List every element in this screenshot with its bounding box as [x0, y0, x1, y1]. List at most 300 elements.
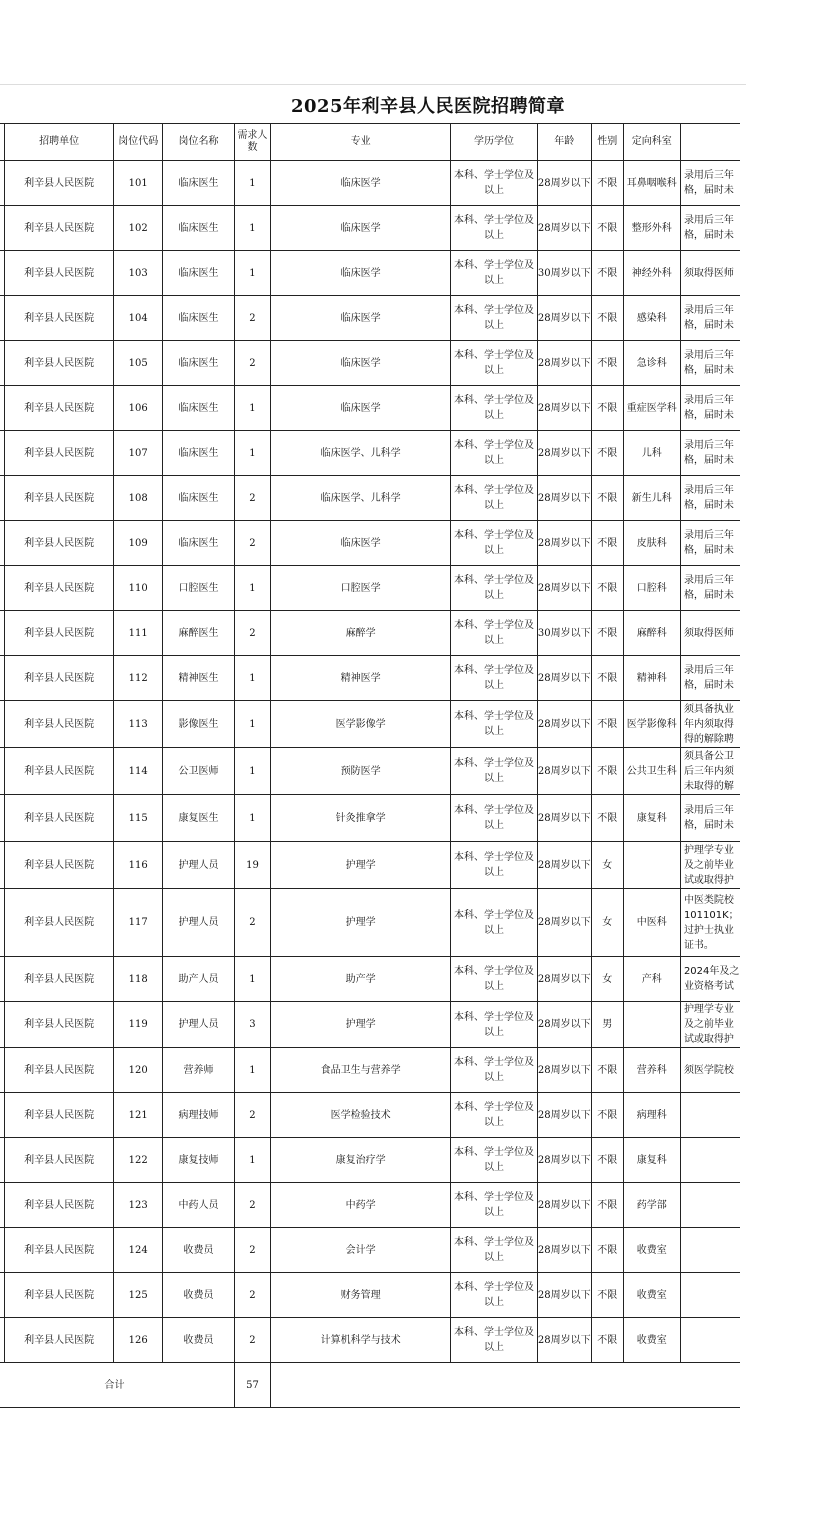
cell-position: 护理人员 — [163, 842, 235, 889]
table-body — [0, 161, 740, 1408]
cell-education: 本科、学士学位及以上 — [451, 842, 537, 889]
cell-code: 125 — [114, 1273, 163, 1318]
cell-position: 收费员 — [163, 1273, 235, 1318]
cell-education: 本科、学士学位及以上 — [451, 1228, 537, 1273]
header-age: 年龄 — [537, 124, 591, 161]
cell-major: 临床医学 — [270, 521, 451, 566]
cell-age: 28周岁以下 — [537, 1183, 591, 1228]
cell-major: 临床医学 — [270, 161, 451, 206]
cell-unit: 利辛县人民医院 — [4, 1093, 114, 1138]
cell-position: 临床医生 — [163, 341, 235, 386]
cell-age: 28周岁以下 — [537, 161, 591, 206]
cell-count: 1 — [235, 1048, 271, 1093]
cell-count: 2 — [235, 521, 271, 566]
cell-education: 本科、学士学位及以上 — [451, 1273, 537, 1318]
table-row — [0, 1002, 740, 1048]
cell-gender: 不限 — [591, 1138, 623, 1183]
document-page — [0, 84, 746, 1424]
cell-count: 2 — [235, 341, 271, 386]
table-row — [0, 889, 740, 957]
cell-note: 录用后三年格，届时未 — [680, 206, 740, 251]
cell-major: 临床医学 — [270, 341, 451, 386]
cell-unit: 利辛县人民医院 — [4, 341, 114, 386]
cell-unit: 利辛县人民医院 — [4, 1183, 114, 1228]
header-education: 学历学位 — [451, 124, 537, 161]
cell-code: 115 — [114, 795, 163, 842]
cell-code: 116 — [114, 842, 163, 889]
cell-dept: 病理科 — [623, 1093, 680, 1138]
cell-code: 117 — [114, 889, 163, 957]
cell-code: 101 — [114, 161, 163, 206]
cell-code: 102 — [114, 206, 163, 251]
cell-count: 1 — [235, 206, 271, 251]
cell-education: 本科、学士学位及以上 — [451, 1048, 537, 1093]
total-row — [0, 1363, 740, 1408]
cell-position: 护理人员 — [163, 1002, 235, 1048]
cell-gender: 不限 — [591, 656, 623, 701]
cell-count: 2 — [235, 611, 271, 656]
cell-unit: 利辛县人民医院 — [4, 296, 114, 341]
cell-unit: 利辛县人民医院 — [4, 386, 114, 431]
cell-gender: 不限 — [591, 1093, 623, 1138]
cell-major: 口腔医学 — [270, 566, 451, 611]
table-row — [0, 431, 740, 476]
cell-gender: 不限 — [591, 161, 623, 206]
cell-dept: 口腔科 — [623, 566, 680, 611]
cell-count: 1 — [235, 566, 271, 611]
cell-code: 103 — [114, 251, 163, 296]
cell-major: 临床医学 — [270, 251, 451, 296]
cell-note: 护理学专业及之前毕业试或取得护 — [680, 842, 740, 889]
cell-note: 2024年及之业资格考试 — [680, 957, 740, 1002]
page-title: 2025年利辛县人民医院招聘简章 — [290, 96, 566, 117]
cell-gender: 不限 — [591, 1228, 623, 1273]
cell-code: 106 — [114, 386, 163, 431]
header-gender: 性别 — [591, 124, 623, 161]
cell-note: 录用后三年格，届时未 — [680, 656, 740, 701]
cell-dept: 耳鼻咽喉科 — [623, 161, 680, 206]
cell-note: 护理学专业及之前毕业试或取得护 — [680, 1002, 740, 1048]
cell-dept: 药学部 — [623, 1183, 680, 1228]
cell-position: 营养师 — [163, 1048, 235, 1093]
cell-education: 本科、学士学位及以上 — [451, 1093, 537, 1138]
cell-major: 临床医学、儿科学 — [270, 431, 451, 476]
recruitment-table — [0, 123, 740, 1408]
table-header-row — [0, 124, 740, 161]
cell-dept: 营养科 — [623, 1048, 680, 1093]
cell-education: 本科、学士学位及以上 — [451, 296, 537, 341]
cell-count: 1 — [235, 386, 271, 431]
table-row — [0, 1273, 740, 1318]
cell-position: 临床医生 — [163, 161, 235, 206]
cell-dept: 中医科 — [623, 889, 680, 957]
cell-major: 康复治疗学 — [270, 1138, 451, 1183]
cell-note — [680, 1138, 740, 1183]
cell-count: 1 — [235, 161, 271, 206]
cell-gender: 不限 — [591, 1318, 623, 1363]
cell-age: 30周岁以下 — [537, 611, 591, 656]
cell-age: 28周岁以下 — [537, 341, 591, 386]
cell-gender: 不限 — [591, 251, 623, 296]
cell-age: 28周岁以下 — [537, 296, 591, 341]
cell-count: 2 — [235, 1183, 271, 1228]
cell-age: 28周岁以下 — [537, 1093, 591, 1138]
table-row — [0, 1318, 740, 1363]
table-row — [0, 386, 740, 431]
cell-major: 麻醉学 — [270, 611, 451, 656]
cell-dept — [623, 1002, 680, 1048]
cell-unit: 利辛县人民医院 — [4, 1228, 114, 1273]
cell-position: 收费员 — [163, 1318, 235, 1363]
cell-dept: 感染科 — [623, 296, 680, 341]
cell-unit: 利辛县人民医院 — [4, 566, 114, 611]
cell-major: 中药学 — [270, 1183, 451, 1228]
header-major: 专业 — [270, 124, 451, 161]
cell-count: 1 — [235, 431, 271, 476]
cell-age: 28周岁以下 — [537, 566, 591, 611]
cell-count: 2 — [235, 1273, 271, 1318]
cell-major: 临床医学、儿科学 — [270, 476, 451, 521]
cell-position: 口腔医生 — [163, 566, 235, 611]
cell-education: 本科、学士学位及以上 — [451, 566, 537, 611]
cell-education: 本科、学士学位及以上 — [451, 656, 537, 701]
cell-note: 录用后三年格，届时未 — [680, 386, 740, 431]
cell-unit: 利辛县人民医院 — [4, 889, 114, 957]
cell-age: 28周岁以下 — [537, 1138, 591, 1183]
cell-dept: 产科 — [623, 957, 680, 1002]
cell-unit: 利辛县人民医院 — [4, 251, 114, 296]
cell-dept: 收费室 — [623, 1318, 680, 1363]
table-row — [0, 296, 740, 341]
cell-position: 康复医生 — [163, 795, 235, 842]
cell-position: 临床医生 — [163, 431, 235, 476]
cell-age: 28周岁以下 — [537, 1318, 591, 1363]
cell-gender: 不限 — [591, 611, 623, 656]
cell-position: 影像医生 — [163, 701, 235, 748]
cell-note — [680, 1273, 740, 1318]
cell-education: 本科、学士学位及以上 — [451, 521, 537, 566]
cell-age: 28周岁以下 — [537, 431, 591, 476]
cell-age: 28周岁以下 — [537, 795, 591, 842]
cell-major: 财务管理 — [270, 1273, 451, 1318]
cell-unit: 利辛县人民医院 — [4, 1318, 114, 1363]
cell-count: 19 — [235, 842, 271, 889]
cell-age: 28周岁以下 — [537, 842, 591, 889]
cell-position: 临床医生 — [163, 521, 235, 566]
cell-major: 食品卫生与营养学 — [270, 1048, 451, 1093]
cell-age: 28周岁以下 — [537, 957, 591, 1002]
table-row — [0, 611, 740, 656]
cell-position: 临床医生 — [163, 476, 235, 521]
cell-age: 28周岁以下 — [537, 701, 591, 748]
total-empty — [270, 1363, 740, 1408]
cell-count: 3 — [235, 1002, 271, 1048]
cell-gender: 不限 — [591, 566, 623, 611]
cell-age: 28周岁以下 — [537, 1228, 591, 1273]
cell-unit: 利辛县人民医院 — [4, 1002, 114, 1048]
cell-code: 105 — [114, 341, 163, 386]
cell-age: 28周岁以下 — [537, 1002, 591, 1048]
cell-education: 本科、学士学位及以上 — [451, 1002, 537, 1048]
table-row — [0, 566, 740, 611]
cell-major: 计算机科学与技术 — [270, 1318, 451, 1363]
cell-unit: 利辛县人民医院 — [4, 957, 114, 1002]
cell-dept: 康复科 — [623, 795, 680, 842]
header-count: 需求人数 — [235, 124, 271, 161]
cell-count: 1 — [235, 1138, 271, 1183]
cell-dept: 新生儿科 — [623, 476, 680, 521]
cell-code: 113 — [114, 701, 163, 748]
cell-note: 须取得医师 — [680, 611, 740, 656]
cell-gender: 女 — [591, 842, 623, 889]
cell-gender: 不限 — [591, 521, 623, 566]
cell-count: 2 — [235, 476, 271, 521]
cell-note: 录用后三年格，届时未 — [680, 431, 740, 476]
cell-age: 28周岁以下 — [537, 889, 591, 957]
cell-position: 临床医生 — [163, 386, 235, 431]
cell-code: 111 — [114, 611, 163, 656]
cell-note: 中医类院校101101K；过护士执业证书。 — [680, 889, 740, 957]
table-row — [0, 1228, 740, 1273]
cell-education: 本科、学士学位及以上 — [451, 341, 537, 386]
table-row — [0, 701, 740, 748]
cell-unit: 利辛县人民医院 — [4, 431, 114, 476]
cell-code: 124 — [114, 1228, 163, 1273]
cell-position: 公卫医师 — [163, 748, 235, 795]
cell-education: 本科、学士学位及以上 — [451, 386, 537, 431]
cell-code: 119 — [114, 1002, 163, 1048]
cell-code: 118 — [114, 957, 163, 1002]
cell-education: 本科、学士学位及以上 — [451, 206, 537, 251]
cell-note: 录用后三年格，届时未 — [680, 341, 740, 386]
table-row — [0, 748, 740, 795]
table-row — [0, 341, 740, 386]
cell-position: 病理技师 — [163, 1093, 235, 1138]
cell-dept: 康复科 — [623, 1138, 680, 1183]
cell-note: 录用后三年格，届时未 — [680, 795, 740, 842]
cell-unit: 利辛县人民医院 — [4, 701, 114, 748]
cell-gender: 不限 — [591, 296, 623, 341]
cell-unit: 利辛县人民医院 — [4, 206, 114, 251]
cell-note: 录用后三年格，届时未 — [680, 476, 740, 521]
cell-education: 本科、学士学位及以上 — [451, 611, 537, 656]
header-dept: 定向科室 — [623, 124, 680, 161]
cell-note: 录用后三年格，届时未 — [680, 566, 740, 611]
cell-note — [680, 1318, 740, 1363]
cell-count: 2 — [235, 1093, 271, 1138]
cell-unit: 利辛县人民医院 — [4, 521, 114, 566]
header-unit: 招聘单位 — [4, 124, 114, 161]
cell-dept: 精神科 — [623, 656, 680, 701]
cell-note: 须医学院校 — [680, 1048, 740, 1093]
cell-note: 录用后三年格，届时未 — [680, 521, 740, 566]
cell-count: 1 — [235, 957, 271, 1002]
cell-code: 126 — [114, 1318, 163, 1363]
table-row — [0, 957, 740, 1002]
cell-gender: 不限 — [591, 748, 623, 795]
cell-gender: 不限 — [591, 476, 623, 521]
cell-position: 康复技师 — [163, 1138, 235, 1183]
cell-major: 护理学 — [270, 1002, 451, 1048]
cell-education: 本科、学士学位及以上 — [451, 748, 537, 795]
cell-dept: 急诊科 — [623, 341, 680, 386]
cell-position: 中药人员 — [163, 1183, 235, 1228]
cell-gender: 不限 — [591, 1048, 623, 1093]
total-count: 57 — [235, 1363, 271, 1408]
cell-position: 精神医生 — [163, 656, 235, 701]
header-position: 岗位名称 — [163, 124, 235, 161]
cell-age: 28周岁以下 — [537, 1048, 591, 1093]
cell-note — [680, 1183, 740, 1228]
cell-unit: 利辛县人民医院 — [4, 476, 114, 521]
cell-gender: 女 — [591, 957, 623, 1002]
cell-dept: 麻醉科 — [623, 611, 680, 656]
cell-note: 录用后三年格，届时未 — [680, 296, 740, 341]
cell-position: 临床医生 — [163, 206, 235, 251]
cell-education: 本科、学士学位及以上 — [451, 795, 537, 842]
cell-unit: 利辛县人民医院 — [4, 1048, 114, 1093]
cell-age: 28周岁以下 — [537, 206, 591, 251]
header-note — [680, 124, 740, 161]
cell-code: 112 — [114, 656, 163, 701]
cell-education: 本科、学士学位及以上 — [451, 889, 537, 957]
cell-count: 1 — [235, 701, 271, 748]
table-row — [0, 251, 740, 296]
cell-dept: 重症医学科 — [623, 386, 680, 431]
cell-count: 1 — [235, 795, 271, 842]
cell-gender: 不限 — [591, 431, 623, 476]
cell-note: 须具备执业年内须取得得的解除聘 — [680, 701, 740, 748]
cell-gender: 不限 — [591, 701, 623, 748]
cell-age: 28周岁以下 — [537, 386, 591, 431]
cell-education: 本科、学士学位及以上 — [451, 476, 537, 521]
cell-major: 针灸推拿学 — [270, 795, 451, 842]
cell-unit: 利辛县人民医院 — [4, 161, 114, 206]
cell-education: 本科、学士学位及以上 — [451, 957, 537, 1002]
cell-unit: 利辛县人民医院 — [4, 1273, 114, 1318]
table-row — [0, 521, 740, 566]
cell-major: 临床医学 — [270, 386, 451, 431]
cell-code: 121 — [114, 1093, 163, 1138]
table-row — [0, 1093, 740, 1138]
cell-education: 本科、学士学位及以上 — [451, 1138, 537, 1183]
cell-code: 114 — [114, 748, 163, 795]
top-rule — [0, 84, 746, 85]
cell-dept: 儿科 — [623, 431, 680, 476]
cell-code: 109 — [114, 521, 163, 566]
cell-position: 收费员 — [163, 1228, 235, 1273]
cell-position: 临床医生 — [163, 296, 235, 341]
cell-gender: 不限 — [591, 1183, 623, 1228]
cell-gender: 不限 — [591, 206, 623, 251]
table-row — [0, 656, 740, 701]
cell-position: 护理人员 — [163, 889, 235, 957]
cell-dept: 收费室 — [623, 1228, 680, 1273]
cell-code: 123 — [114, 1183, 163, 1228]
cell-code: 107 — [114, 431, 163, 476]
table-row — [0, 1138, 740, 1183]
cell-major: 临床医学 — [270, 296, 451, 341]
cell-count: 2 — [235, 1228, 271, 1273]
cell-education: 本科、学士学位及以上 — [451, 1183, 537, 1228]
cell-code: 110 — [114, 566, 163, 611]
cell-education: 本科、学士学位及以上 — [451, 161, 537, 206]
cell-code: 104 — [114, 296, 163, 341]
table-row — [0, 476, 740, 521]
cell-gender: 不限 — [591, 795, 623, 842]
table-row — [0, 206, 740, 251]
cell-major: 精神医学 — [270, 656, 451, 701]
cell-code: 120 — [114, 1048, 163, 1093]
table-row — [0, 161, 740, 206]
cell-dept — [623, 842, 680, 889]
cell-code: 108 — [114, 476, 163, 521]
header-code: 岗位代码 — [114, 124, 163, 161]
cell-age: 28周岁以下 — [537, 476, 591, 521]
cell-major: 护理学 — [270, 842, 451, 889]
total-label: 合计 — [0, 1363, 235, 1408]
cell-note — [680, 1228, 740, 1273]
cell-age: 28周岁以下 — [537, 521, 591, 566]
table-row — [0, 842, 740, 889]
table-row — [0, 1048, 740, 1093]
table-row — [0, 1183, 740, 1228]
cell-dept: 皮肤科 — [623, 521, 680, 566]
cell-major: 助产学 — [270, 957, 451, 1002]
cell-unit: 利辛县人民医院 — [4, 656, 114, 701]
cell-dept: 整形外科 — [623, 206, 680, 251]
cell-note — [680, 1093, 740, 1138]
cell-dept: 收费室 — [623, 1273, 680, 1318]
cell-gender: 女 — [591, 889, 623, 957]
cell-note: 录用后三年格，届时未 — [680, 161, 740, 206]
cell-unit: 利辛县人民医院 — [4, 842, 114, 889]
cell-count: 1 — [235, 748, 271, 795]
cell-count: 1 — [235, 656, 271, 701]
cell-age: 30周岁以下 — [537, 251, 591, 296]
cell-education: 本科、学士学位及以上 — [451, 431, 537, 476]
cell-note: 须取得医师 — [680, 251, 740, 296]
cell-unit: 利辛县人民医院 — [4, 795, 114, 842]
table-row — [0, 795, 740, 842]
cell-age: 28周岁以下 — [537, 656, 591, 701]
cell-position: 麻醉医生 — [163, 611, 235, 656]
cell-major: 护理学 — [270, 889, 451, 957]
cell-unit: 利辛县人民医院 — [4, 611, 114, 656]
cell-education: 本科、学士学位及以上 — [451, 1318, 537, 1363]
cell-count: 2 — [235, 296, 271, 341]
cell-count: 2 — [235, 889, 271, 957]
cell-position: 临床医生 — [163, 251, 235, 296]
cell-dept: 神经外科 — [623, 251, 680, 296]
cell-position: 助产人员 — [163, 957, 235, 1002]
cell-age: 28周岁以下 — [537, 1273, 591, 1318]
cell-gender: 不限 — [591, 386, 623, 431]
cell-count: 1 — [235, 251, 271, 296]
cell-dept: 医学影像科 — [623, 701, 680, 748]
cell-unit: 利辛县人民医院 — [4, 1138, 114, 1183]
cell-age: 28周岁以下 — [537, 748, 591, 795]
cell-unit: 利辛县人民医院 — [4, 748, 114, 795]
cell-major: 预防医学 — [270, 748, 451, 795]
cell-gender: 不限 — [591, 341, 623, 386]
cell-education: 本科、学士学位及以上 — [451, 251, 537, 296]
cell-gender: 男 — [591, 1002, 623, 1048]
cell-gender: 不限 — [591, 1273, 623, 1318]
cell-education: 本科、学士学位及以上 — [451, 701, 537, 748]
cell-dept: 公共卫生科 — [623, 748, 680, 795]
cell-note: 须具备公卫后三年内须未取得的解 — [680, 748, 740, 795]
